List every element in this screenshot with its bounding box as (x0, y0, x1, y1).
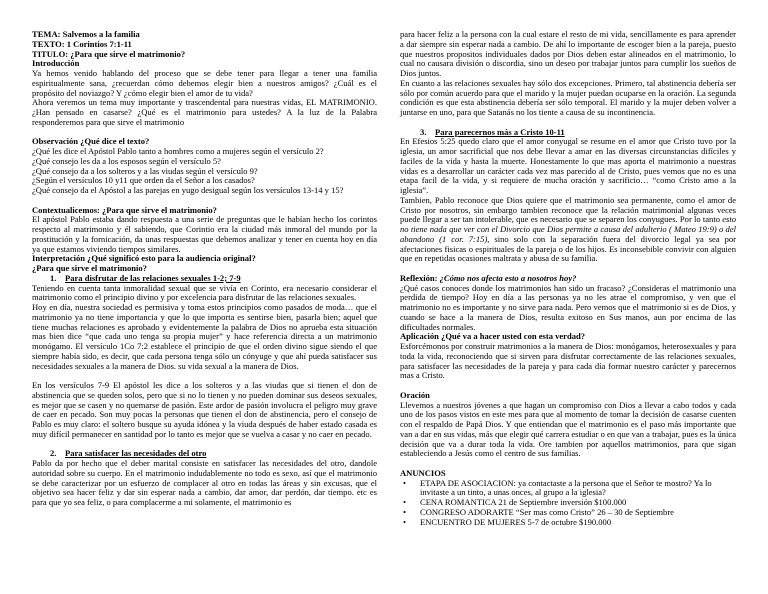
context-paragraph: El apóstol Pablo estaba dando respuesta a una serie de preguntas que le habían hecho los corintos respecto al matrimonio y él sabiendo, que Corintio era la ciudad más inmoral del mundo por la prostitución y la fornicación, da unas respuestas que debemos analizar y tener en cuenta hoy en día ya que estamos viviendo tiempos similares. (32, 214, 377, 254)
paragraph-text: , sino solo con la separación fuera del divorcio legal ya sea por afectaciones fisicas o espirituales de la pareja o de los hijos. Es inconsebible convivir con alguien que en repetidas ocasiones maltrata y abusa de su familia. (400, 233, 736, 264)
bullet-icon: • (403, 516, 406, 527)
point-number: 2. (50, 448, 57, 459)
announcements-list (400, 479, 736, 528)
list-item (400, 479, 736, 499)
point-1-paragraph-3: En los versículos 7-9 El apóstol les dice a los solteros y a las viudas que si tienen el don de abstinencia que se queden solos, pero que si no lo tienen y no pueden dominar sus deseos sexuales, es mejor que se casen y no quemarse de pasión. Este ardor de pasión involucra el peligro muy grave de caer en pecado. Son muy pocas la personas que tienen el don de abstinencia, pero el consejo de Pablo es muy claro: el soltero busque su ayuda idónea y la viuda después de haber estado casada es muy difícil permanecer en santidad por lo tanto es mejor que se vuelva a casar y no caer en pecado. (32, 380, 377, 439)
announcement-text: ETAPA DE ASOCIACION: ya contactaste a la persona que el Señor te mostro? Ya lo invitaste a un tinto, a unas onces, al grupo a la iglesia? (420, 477, 712, 498)
point-title: Para parecernos más a Cristo 10-11 (435, 126, 565, 137)
context-heading: Contextualicemos: ¿Para que sirve el matrimonio? (32, 204, 217, 215)
bullet-icon: • (403, 477, 406, 488)
right-column (400, 30, 736, 527)
observation-question: ¿Qué consejo da el Apóstol a las parejas en yugo desigual según los versículos 13-14 y 15? (32, 185, 344, 195)
observation-question: ¿Qué consejo da a los solteros y a las viudas según el versículo 9? (32, 165, 258, 176)
point-2-paragraph-1: Pablo da por hecho que el deber marital consiste en satisfacer las necesidades del otro, dandole autoridad sobre su cuerpo. En el matrimonio indudablemente no todo es sexo, así que el matrimonio se debe caracterizar por un esfuerzo de complacer al otro en todas las áreas y sin excusas, que el objetivo sea hacer feliz y dar sin esperar nada a cambio, dar amor, dar perdón, dar tiempo. etc es para que yo sea feliz, o para complacerme a mi solamente, el matrimonio es (32, 458, 377, 507)
announcement-text: ENCUENTRO DE MUJERES 5-7 de octubre $190.000 (420, 516, 612, 527)
left-column (32, 30, 377, 508)
point-1-paragraph-1: Teniendo en cuenta tanta inmoralidad sexual que se vivía en Corinto, era necesario considerar el matrimonio como el principio divino y por excelencia para disfrutar de las relaciones sexuales. (32, 282, 377, 303)
interpretation-heading: Interpretación ¿Qué significó esto para la audiencia original? (32, 253, 256, 264)
point-number: 3. (420, 126, 427, 137)
bullet-icon: • (403, 497, 406, 507)
observation-question: ¿Qué consejo les da a los esposos según el versículo 5? (32, 155, 221, 166)
observation-heading: Observación ¿Qué dice el texto? (32, 136, 150, 147)
spacer (400, 459, 736, 469)
announcement-text: CENA ROMANTICA 21 de Septiembre inversión $100.000 (420, 497, 627, 507)
observation-question: ¿Qué les dice el Apóstol Pablo tanto a hombres como a mujeres según el versículo 2? (32, 146, 324, 156)
point-1-paragraph-2: Hoy en día, nuestra sociedad es permisiva y toma estos principios como pasados de moda… que el matrimonio ya no tiene importancia y que lo que importa es sentirse bien, pasarla bien; aquel que tiene muchas relaciones es aprobado y evidentemente la palabra de Dios no aprueba esta situación mas bien dice “que cada uno tenga su propia mujer” y hace referencia directa a un matrimonio monógamo. El versículo 1Co 7:2 establece el principio de que el orden divino sigue siendo el que siempre había sido, es decir, que cada persona tenga sólo un cónyuge y que ahí pueda satisfacer sus necesidades sexuales a la manera de Dios. su vida sexual a la manera de Dios. (32, 302, 377, 371)
paragraph-italic-text: esto no tiene nada que ver con el Divorcio que Dios permite a causa del adulterio ( Mateo 19:9) o del abandono (1 cor. 7:15) (400, 214, 736, 244)
interpretation-subheading: ¿Para que sirve el matrimonio? (32, 263, 147, 273)
intro-heading: Introducción (32, 58, 80, 69)
reflection-question: ¿Cómo nos afecta esto a nosotros hoy? (439, 272, 577, 283)
sexual-relations-paragraph: En cuanto a las relaciones sexuales hay sólo dos excepciones. Primero, tal abstinencia debería ser sólo por común acuerdo para que el marido y la mujer puedan ocuparse en la oración. La segunda condición es que esta abstinencia debería ser sólo temporal. El marido y la mujer deben volver a juntarse en uno, para que Satanás no los tiente a causa de su incontinencia. (400, 77, 736, 117)
point-title: Para satisfacer las necesidades del otro (65, 448, 207, 459)
paragraph-text: Tambien, Pablo reconoce que Dios quiere que el matrimonio sea permanente, como el amor de Cristo por nosotros, sin embargo tambien reconoce que la relación matrimonial algunas veces puede llegar a ser tan intolerable, que es necesario que se separen los conyugues. Por lo tanto (400, 194, 736, 225)
list-item (400, 518, 736, 528)
tema-line: TEMA: Salvemos a la familia (32, 29, 140, 39)
point-3-paragraph-1: En Efesios 5:25 quedo claro que el amor conyugal se resume en el amor que Cristo tuvo por la iglesia, un amor sacrificial que nos debe llevar a amar en las diversas circunstancias difíciles y faciles de la vida y hasta la muerte. Honestamente lo que mas aporta el matrimonio a nuestras vidas es a desarrollar un carácter cada vez mas parecido al de Cristo, pues vemos que no es una etapa facil de la vida, y si requiere de mucha oración y sacrificio… “como Cristo amo a la iglesia”. (400, 136, 736, 195)
spacer (400, 381, 736, 391)
point-number: 1. (50, 272, 57, 283)
texto-line: TEXTO: 1 Corintios 7:1-11 (32, 38, 132, 49)
announcements-heading: ANUNCIOS (400, 467, 446, 478)
reflection-paragraph: ¿Qué casos conoces donde los matrimonios han sido un fracaso? ¿Consideras el matrimonio una perdida de tiempo? Hoy en día a las personas ya no les atrae el compromiso, y ven que el matrimonio no es importante y no sirve para nada. Pero vemos que el matrimonio si es de Dios, y cuando se hace a la manera de Dios, resulta exitoso en Sus manos, aun por encima de las dificultades normales. (400, 282, 736, 332)
point-3-paragraph-2 (400, 196, 736, 264)
bullet-icon: • (403, 506, 406, 517)
intro-paragraph-1: Ya hemos venido hablando del proceso que se debe tener para llegar a tener una familia espiritualmente sana, ¿recuerdan cómo debemos elegir bien a nuestros amigos? ¿Cuál es el propósito del noviazgo? Y ¿cómo elegir bien el amor de tu vida? (32, 68, 377, 98)
titulo-line: TITULO: ¿Para que sirve el matrimonio? (32, 48, 186, 59)
observation-question: ¿Según el versículos 10 y11 que orden da el Señor a los casados? (32, 175, 255, 186)
point-title: Para disfrutar de las relaciones sexuales 1-2; 7-9 (65, 272, 241, 283)
prayer-heading: Oración (400, 389, 430, 400)
prayer-paragraph: Llevemos a nuestros jóvenes a que hagan un compromiso con Dios a llevar a cabo todos y cada uno de los pasos vistos en este mes para que al momento de tomar la decisión de casarse cuenten con el respaldo de Papá Dios. Y que entiendan que el matrimonio es el paso más importante que van a dar en sus vidas, más que elegir qué carrera estudiar o en que van a trabajar, pues es la única decisión que va a durar toda la vida. Ore tambien por aquellos matrimonios, para que sigan estableciendo a Jesús como el centro de sus familias. (400, 399, 736, 459)
announcement-text: CONGRESO ADORARTE “Ser mas como Cristo” 26 – 30 de Septiembre (420, 506, 674, 517)
application-heading: Aplicación ¿Qué va a hacer usted con esta verdad? (400, 331, 586, 342)
continued-paragraph: para hacer feliz a la persona con la cual estare el resto de mi vida, sencillamente es para aprender a dar siempre sin esperar nada a cambio. De ahí lo importante de escoger bien a la pareja, puesto que nuestros propositos individuales dados por Dios deben estar alineados en el matrimonio, lo cual no causara división o discordia, sino un deseo por trabajar juntos para cumplir los sueños de Dios juntos. (400, 29, 736, 78)
reflection-label: Reflexión: (400, 272, 440, 283)
application-paragraph: Esforcémonos por construir matrimonios a la manera de Dios: monógamos, heterosexuales y para toda la vida, reconociendo que si sirven para disfrutar correctamente de las relaciones sexuales, para satisfacer las necesidades de la pareja y para cada día formar nuestro carácter y parecernos mas a Cristo. (400, 341, 736, 381)
intro-paragraph-2: Ahora veremos un tema muy importante y trascendental para nuestras vidas, EL MATRIMONIO. ¿Han pensado en casarse? ¿Qué es el matrimonio para ustedes? A la luz de la Palabra responderemos para que sirve el matrimonio (32, 97, 377, 127)
